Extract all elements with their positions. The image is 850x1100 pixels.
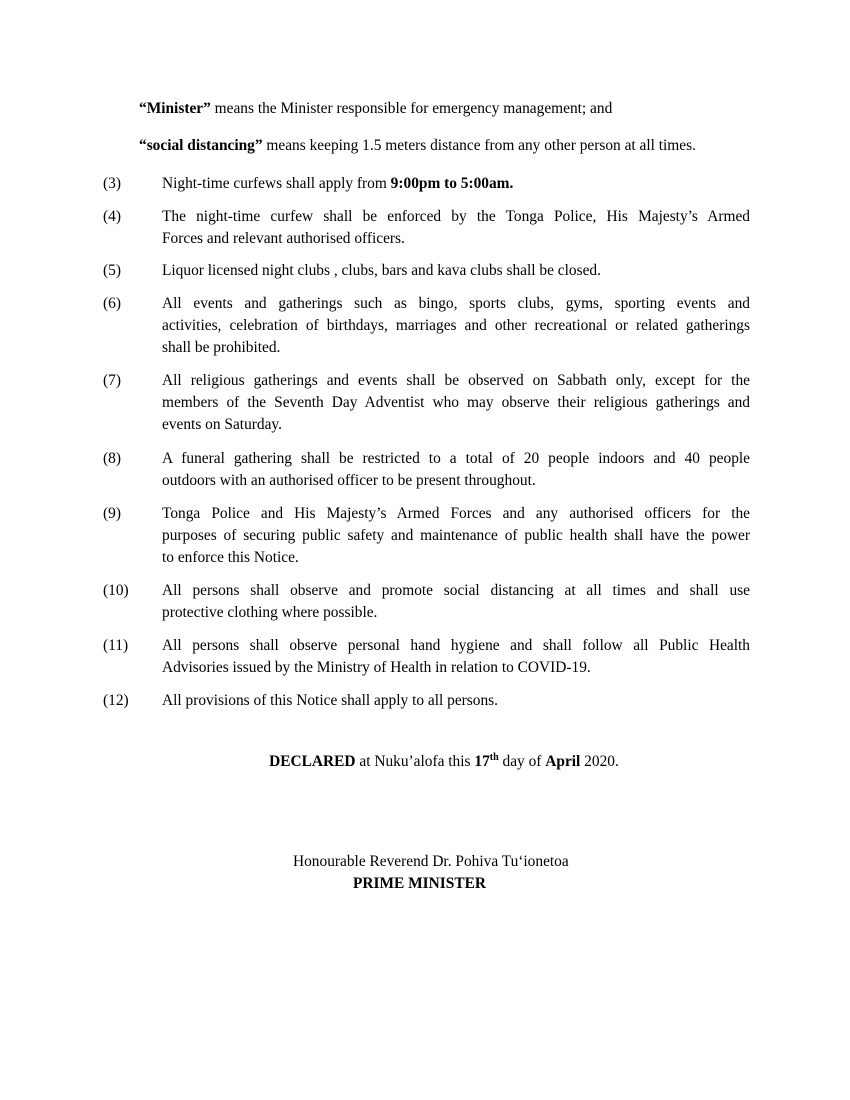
clause-text: [162, 448, 750, 492]
clause-text: [162, 503, 750, 569]
declaration-year: 2020.: [580, 753, 619, 770]
clause-line: All events and gatherings such as bingo, sports clubs, gyms, sporting events and: [162, 295, 750, 312]
clause-line: events on Saturday.: [162, 416, 282, 433]
clause-line: All provisions of this Notice shall apply to all persons.: [162, 692, 498, 709]
clause-line: All persons shall observe and promote social distancing at all times and shall use: [162, 582, 750, 599]
clause-line: Liquor licensed night clubs , clubs, bars and kava clubs shall be closed.: [162, 262, 601, 279]
declaration-place: at Nuku’alofa this: [355, 753, 475, 770]
clause-text: [162, 635, 750, 679]
definition-minister: [139, 98, 759, 120]
clause-number: (11): [103, 637, 129, 654]
curfew-hours: 9:00pm to 5:00am.: [390, 175, 514, 192]
signatory-name: Honourable Reverend Dr. Pohiva Tu‘ionetoa: [293, 853, 569, 870]
clause-line: All persons shall observe personal hand hygiene and shall follow all Public Health: [162, 637, 750, 654]
clause-number: (8): [103, 450, 121, 467]
clause-line: Tonga Police and His Majesty’s Armed Forces and any authorised officers for the: [162, 505, 750, 522]
definition-social-distancing: [139, 135, 759, 157]
definition-text: means keeping 1.5 meters distance from any other person at all times.: [262, 137, 696, 154]
clause-line: All religious gatherings and events shall be observed on Sabbath only, except for the: [162, 372, 750, 389]
clause-number: (9): [103, 505, 121, 522]
clause-number: (7): [103, 372, 121, 389]
declaration-day-of: day of: [498, 753, 546, 770]
clause-number: (5): [103, 262, 121, 279]
clause-line: Forces and relevant authorised officers.: [162, 230, 405, 247]
clause-number: (10): [103, 582, 129, 599]
clause-number: (3): [103, 175, 121, 192]
clause-number: (12): [103, 692, 129, 709]
signatory-title: PRIME MINISTER: [353, 875, 486, 892]
clause-line: Night-time curfews shall apply from: [162, 175, 391, 192]
declaration-day: 17: [474, 753, 490, 770]
declared-label: DECLARED: [269, 753, 356, 770]
clause-text: [162, 690, 750, 712]
clause-number: (6): [103, 295, 121, 312]
clause-number: (4): [103, 208, 121, 225]
clause-text: [162, 173, 750, 195]
definition-text: means the Minister responsible for emergency management; and: [210, 100, 613, 117]
declaration-month: April: [545, 753, 581, 770]
clause-text: [162, 260, 750, 282]
clause-text: [162, 370, 750, 436]
clause-line: outdoors with an authorised officer to be present throughout.: [162, 472, 536, 489]
definition-term: “Minister”: [139, 100, 211, 117]
clause-line: protective clothing where possible.: [162, 604, 378, 621]
clause-line: A funeral gathering shall be restricted to a total of 20 people indoors and 40 people: [162, 450, 750, 467]
clause-text: [162, 580, 750, 624]
clause-line: activities, celebration of birthdays, marriages and other recreational or related gatherings: [162, 317, 750, 334]
declaration-line: [0, 751, 850, 773]
clause-line: members of the Seventh Day Adventist who may observe their religious gatherings and: [162, 394, 750, 411]
declaration-day-suffix: th: [489, 752, 499, 763]
clause-line: to enforce this Notice.: [162, 549, 299, 566]
clause-line: Advisories issued by the Ministry of Health in relation to COVID-19.: [162, 659, 591, 676]
clause-text: [162, 206, 750, 250]
definition-term: “social distancing”: [139, 137, 263, 154]
clause-line: shall be prohibited.: [162, 339, 281, 356]
clause-text: [162, 293, 750, 359]
clause-line: purposes of securing public safety and maintenance of public health shall have the power: [162, 527, 750, 544]
clause-line: The night-time curfew shall be enforced by the Tonga Police, His Majesty’s Armed: [162, 208, 750, 225]
